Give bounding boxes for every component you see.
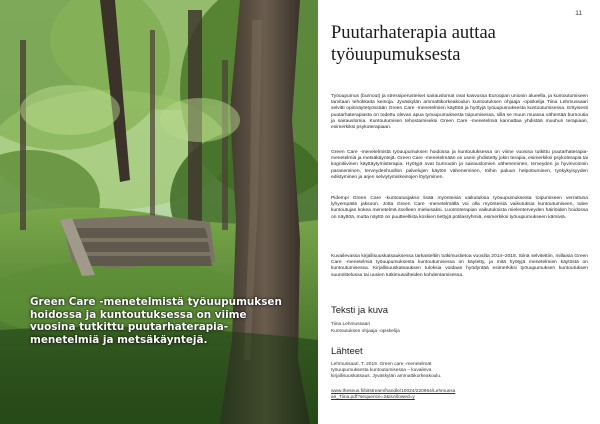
photo-caption: Green Care -menetelmistä työuupumuksen hoidossa ja kuntoutuksessa on viime vuosina tutkittu puutarhaterapia-menetelmiä ja metsäkäyntejä. — [30, 296, 282, 346]
reference-link[interactable]: www.theseus.fi/bitstream/handle/10024/220964/Lehmussaari_Tiina.pdf?sequence=2&isAllowed=y — [331, 389, 456, 401]
page-number: 11 — [575, 10, 582, 17]
author-title: Kuntoutuksen ohjaaja -opiskelija — [331, 328, 400, 334]
author-name: Tiina Lehmussaari — [331, 322, 371, 327]
paragraph-3: Pidempi Green Care -kuntoutusjakso lisää myönteisiä vaikutuksia työuupumuksesta toipumiseen verrattuna lyhyempään jaksoon. Jotta Green Care -menetelmällä voi olla myönteisiä vaikutuksia kuntoutumiseen, tulee kuntoutujan kokea menetelmä itselleen mieluisaksi. Luontoterapian vaikutuksista mielenterveyden häiriöiden hoidossa on näyttöä, mutta näyttö on puutteellista koskien tiettyjä potilasryhmiä, esimerkiksi työuupumukseen kärsiviä. — [331, 196, 588, 220]
sources-heading: Lähteet — [331, 346, 363, 357]
reference-text: Lehmussaari, T. 2019. Green care -menetelmät työuupumuksesta kuntoutumisessa – kuvaileva kirjallisuuskatsaus. Jyväskylän ammattikorkeakoulu. — [331, 362, 442, 380]
article-title: Puutarhaterapia auttaa työuupumuksesta — [331, 23, 496, 65]
article-page — [318, 0, 600, 424]
paragraph-4: Kuvailevassa kirjallisuuskatsauksessa tarkasteltiin tutkimustietoa vuosilta 2014–2018. Siinä selvitettiin, millaisia Green Care -menetelmiä työuupumuksesta kuntoutumisessa on käytetty, ja mitä hyötyjä menetelmien käytöstä on kuntoutumisessa. Kirjallisuuskatsauksen tuloksia voidaan hyödyntää esimerkiksi työuupumuksen kuntoutuksen suunnittelussa tai uusien tutkimusaiheiden kohdentamisessa. — [331, 254, 588, 278]
paragraph-1: Työuupumus (burnout) ja stressiperusteiset sairauslomat ovat kasvussa Euroopan unionin alueella, ja kuntoutumiseen tarvitaan tehokkaita keinoja. Jyväskylän ammattikorkeakoulun kuntoutuksen ohjaaja -opiskelija Tiina Lehmussaari selvitti opinnäytetyössään Green Care -menetelmien käyttöä ja hyötyjä työuupumuksesta kuntoutumisessa. Erityisesti puutarhaterapiasta on todettu olevan apua työuupumuksesta toipumisessa, sillä se muun muassa vähentää burnoutia ja sairauslomia. Kuntoutumisen tehostamiseksi Green Care -menetelmiä kannattaa yhdistää muuhun terapiaan, esimerkiksi psykoterapiaan. — [331, 94, 588, 131]
paragraph-2: Green Care -menetelmistä työuupumuksen hoidossa ja kuntoutuksessa on viime vuosina tutkittu puutarhaterapia-menetelmiä ja metsäkäyntejä. Green Care -menetelmään on usein yhdistetty jokin terapia, esimerkiksi psykoterapia tai kognitiivinen käyttäytymisterapia. Hyötyjä ovat burnoutin ja sairauslomien väheneminen, terveyden ja hyvinvoinnin paraneminen, terveydenhuollon palvelujen käytön väheneminen, töihin paluun helpottuminen, työkykyisyyden edistyminen ja arjen selviytymiskeinojen löytyminen. — [331, 150, 588, 180]
author-heading: Teksti ja kuva — [331, 305, 389, 316]
